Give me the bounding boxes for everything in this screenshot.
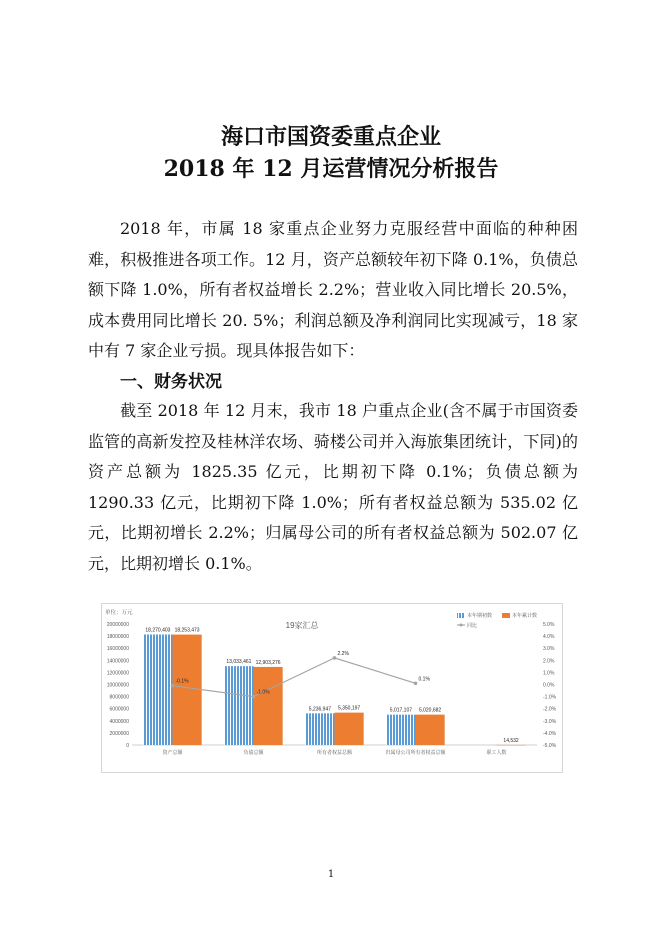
bar-opening [224,666,253,745]
category-label: 所有者权益总额 [316,750,353,756]
y-right-tick-label: -3.0% [543,718,557,725]
y-left-tick-label: 4000000 [109,718,129,725]
yoy-data-label: 0.1% [418,676,430,683]
y-left-tick-label: 6000000 [109,706,129,713]
bar-opening [386,715,415,745]
category-label: 归属母公司所有者权益总额 [385,750,446,756]
yoy-data-label: -1.0% [256,689,270,696]
yoy-data-label: -0.1% [175,678,189,685]
y-left-tick-label: 16000000 [106,646,129,653]
y-right-tick-label: 1.0% [543,670,555,677]
page-number: 1 [327,869,335,880]
unit-label: 单位：万元 [105,610,133,616]
y-right-tick-label: -1.0% [543,694,557,701]
intro-text: 2018 年，市属 18 家重点企业努力克服经营中面临的种种困难，积极推进各项工作。12 月，资产总额较年初下降 0.1%，负债总额下降 1.0%，所有者权益增长 2.2%；营业收入同比增长 20.5%，成本费用同比增长 20. 5%；利润总额及净利润同比实现减亏，18 家中有 7 家企业亏损。现具体报告如下： [88,219,578,361]
y-left-tick-label: 8000000 [109,694,129,701]
y-left-tick-label: 12000000 [106,670,129,677]
yoy-line [173,658,416,697]
bar-data-label: 5,350,197 [337,705,361,712]
legend-label-cumulative: 本年累计数 [512,613,538,619]
y-right-tick-label: 2.0% [543,658,555,665]
y-right-tick-label: 3.0% [543,646,555,653]
bar-opening [305,713,334,745]
financial-text: 截至 2018 年 12 月末，我市 18 户重点企业(含不属于市国资委监管的高新发控及桂林洋农场、骑楼公司并入海旅集团统计，下同)的资产总额为 1825.35 亿元，比期初下降 0.1%；负债总额为 1290.33 亿元，比期初下降 1.0%；所有者权益总额为 535.02 亿元，比期初增长 2.2%；归属母公司的所有者权益总额为 502.07 亿元，比期初增长 0.1%。 [88,401,578,573]
category-label: 职工人数 [486,750,507,756]
yoy-point [333,656,337,660]
y-right-tick-label: 5.0% [543,622,555,628]
y-right-tick-label: -4.0% [543,730,557,737]
legend-marker-yoy [460,624,463,627]
y-left-tick-label: 18000000 [106,634,129,641]
yoy-data-label: 2.2% [337,650,349,657]
y-left-tick-label: 10000000 [106,682,129,689]
bar-data-label: 5,017,107 [389,707,413,714]
bar-cumulative [335,713,364,745]
bar-data-label: 18,270,403 [145,627,171,634]
legend-label-yoy: 同比 [467,623,478,629]
y-right-tick-label: 0.0% [543,682,555,689]
bar-cumulative [173,635,202,745]
y-right-tick-label: 4.0% [543,634,555,641]
legend-swatch-opening [457,613,465,618]
y-left-tick-label: 0 [126,743,129,749]
summary-chart [101,603,563,773]
summary-chart-svg [102,604,562,772]
intro-paragraph [88,214,578,367]
category-label: 负债总额 [243,750,264,756]
legend-label-opening: 本年期初数 [467,613,493,619]
legend-swatch-cumulative [502,613,510,618]
y-left-tick-label: 14000000 [106,658,129,665]
bar-cumulative [254,667,283,745]
financial-paragraph [88,396,578,580]
report-title-line2: 2018 年 12 月运营情况分析报告 [163,156,499,182]
bar-cumulative [416,715,445,745]
y-left-tick-label: 2000000 [109,730,129,737]
category-label: 资产总额 [162,750,183,756]
yoy-point [252,695,256,699]
yoy-point [414,681,418,685]
report-title-line1: 海口市国资委重点企业 [220,124,441,150]
bar-data-label: 14,532 [503,737,519,744]
chart-title: 19家汇总 [285,621,319,630]
y-right-tick-label: -5.0% [543,743,557,749]
section-heading-financial: 一、财务状况 [120,372,222,392]
bar-data-label: 5,236,947 [308,706,332,713]
bar-data-label: 13,033,461 [226,659,252,666]
bar-data-label: 18,253,473 [174,627,200,634]
bar-opening [143,634,172,745]
y-left-tick-label: 20000000 [106,622,129,628]
y-right-tick-label: -2.0% [543,706,557,713]
yoy-point [171,684,175,688]
bar-data-label: 12,903,276 [255,659,281,666]
bar-data-label: 5,020,682 [418,707,442,714]
